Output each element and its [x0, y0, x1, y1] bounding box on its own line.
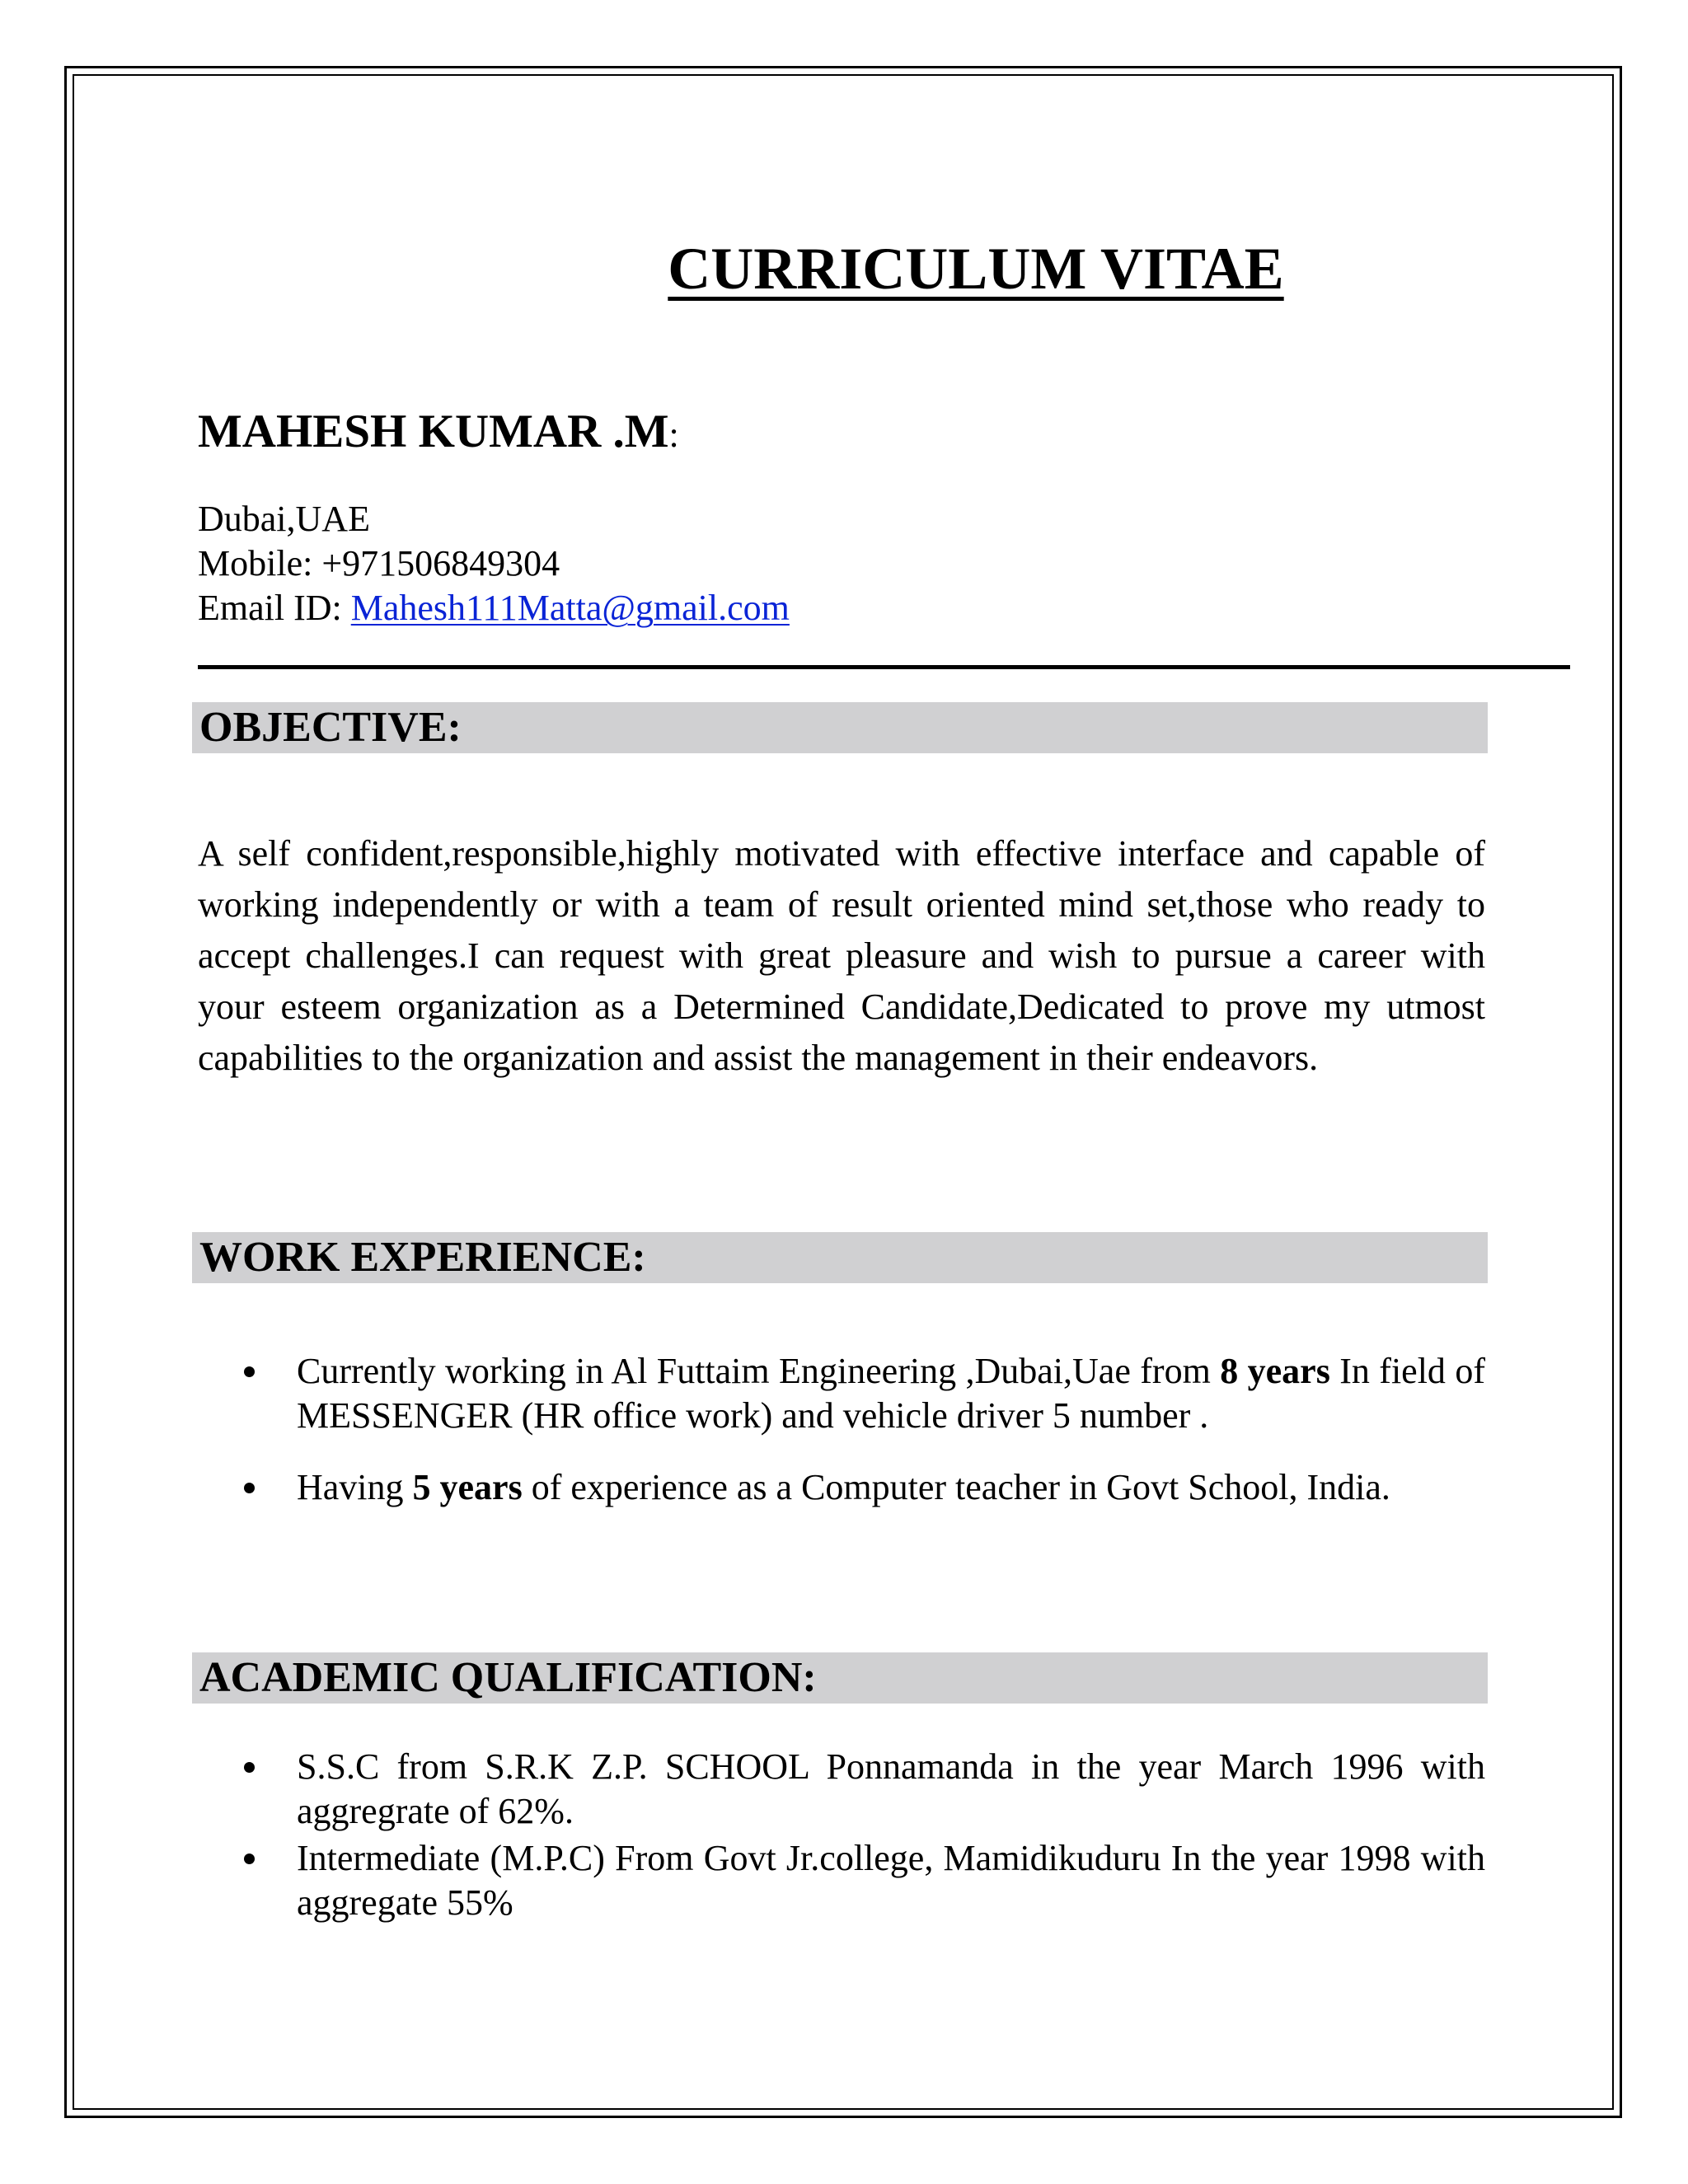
mobile-label: Mobile:	[198, 543, 322, 583]
academic-qualification-heading: ACADEMIC QUALIFICATION:	[192, 1652, 1488, 1704]
work-item-text-rest: In field of MESSENGER (HR office work) and vehicle driver 5 number .	[297, 1351, 1486, 1436]
list-item	[198, 1349, 1485, 1438]
work-item-duration: 8 years	[1220, 1351, 1330, 1391]
candidate-name-text: MAHESH KUMAR .M	[198, 405, 669, 457]
objective-text: A self confident,responsible,highly motivated with effective interface and capable of working independently or with a team of result oriented mind set,those who ready to accept challenges.I can request with great pleasure and wish to pursue a career with your esteem organization as a Determined Candidate,Dedicated to prove my utmost capabilities to the organization and assist the management in their endeavors.	[198, 833, 1485, 1078]
bullet-icon	[244, 1854, 255, 1864]
academic-item-text: S.S.C from S.R.K Z.P. SCHOOL Ponnamanda in the year March 1996 with aggregrate of 62%.	[297, 1746, 1485, 1831]
work-item-text: Currently working in Al Futtaim Engineering ,Dubai,Uae from	[297, 1351, 1221, 1391]
bullet-icon	[244, 1762, 255, 1773]
email-label: Email ID:	[198, 588, 351, 628]
contact-block	[198, 497, 790, 630]
contact-mobile-line	[198, 541, 790, 586]
work-item-text-rest: of experience as a Computer teacher in Govt School, India.	[522, 1467, 1390, 1507]
work-item-text: Having	[297, 1467, 413, 1507]
academic-qualification-list	[198, 1745, 1485, 1925]
work-experience-list	[198, 1349, 1485, 1510]
work-item-duration: 5 years	[412, 1467, 523, 1507]
document-title	[0, 236, 1688, 302]
contact-location: Dubai,UAE	[198, 499, 370, 539]
list-item	[198, 1465, 1485, 1510]
bullet-icon	[244, 1483, 255, 1493]
bullet-icon	[244, 1366, 255, 1377]
list-item	[198, 1745, 1485, 1834]
list-item	[198, 1836, 1485, 1925]
email-link[interactable]: Mahesh111Matta@gmail.com	[350, 588, 790, 628]
mobile-number: +971506849304	[321, 543, 560, 583]
academic-item-text: Intermediate (M.P.C) From Govt Jr.college, Mamidikuduru In the year 1998 with aggregate 55%	[297, 1838, 1485, 1923]
work-experience-heading: WORK EXPERIENCE:	[192, 1232, 1488, 1283]
candidate-name	[198, 405, 679, 457]
document-title-text: CURRICULUM VITAE	[668, 236, 1284, 302]
contact-email-line	[198, 586, 790, 630]
candidate-name-colon: :	[668, 415, 679, 455]
header-divider	[198, 665, 1570, 669]
objective-heading: OBJECTIVE:	[192, 702, 1488, 753]
